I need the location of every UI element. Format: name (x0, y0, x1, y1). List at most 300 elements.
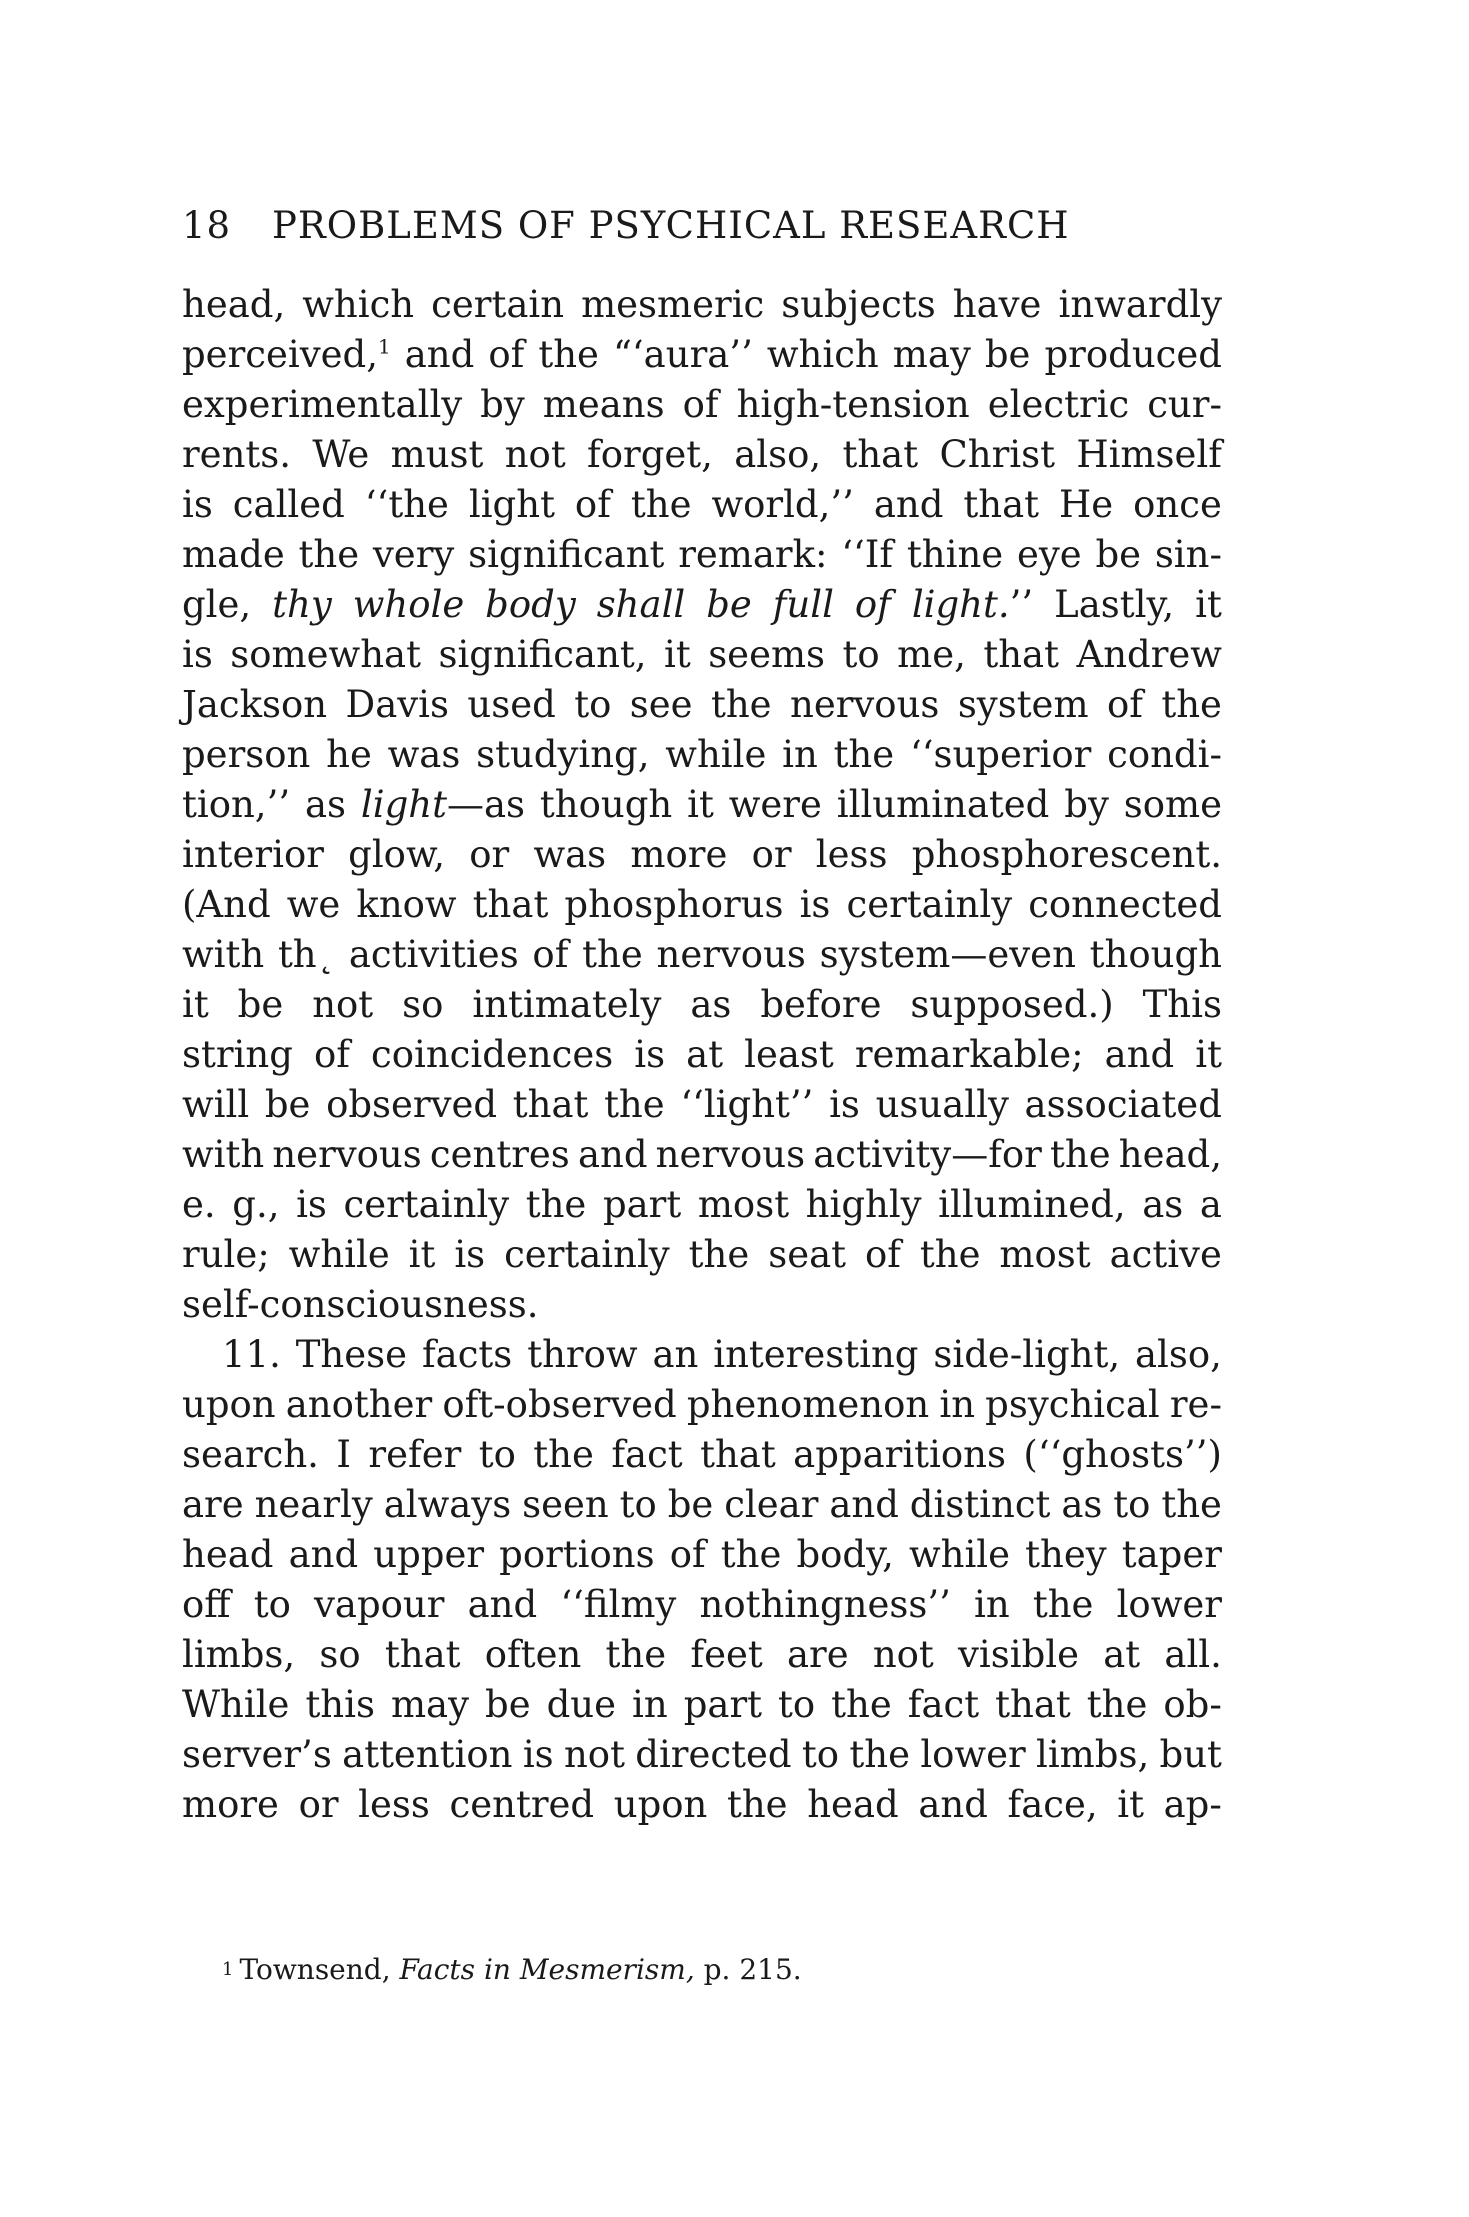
footnote-locator: p. 215. (703, 1953, 802, 1986)
word: head (182, 1533, 274, 1576)
word: interesting (713, 1333, 919, 1376)
text-line (182, 480, 1222, 530)
word: very (372, 533, 455, 576)
word: and (404, 333, 475, 376)
page-number: 18 (182, 204, 232, 247)
word: more (182, 1783, 279, 1826)
word: We (312, 433, 370, 476)
word: once (1133, 483, 1222, 526)
word: significant, (438, 633, 647, 676)
text-line (182, 330, 1222, 380)
word: it (1195, 1033, 1222, 1076)
word: is (522, 1733, 554, 1776)
word: at (686, 1033, 724, 1076)
word: mesmeric (581, 283, 765, 326)
word: by (1064, 783, 1109, 826)
word (485, 580, 576, 630)
word: be (984, 333, 1031, 376)
word: the (919, 1233, 981, 1276)
word (597, 580, 686, 630)
word: it (664, 633, 691, 676)
footnote-reference: 1 (377, 334, 391, 359)
word: they (1025, 1533, 1107, 1576)
word: centres (429, 1133, 570, 1176)
word: the (538, 333, 599, 376)
word: nearly (254, 1483, 373, 1526)
word: body, (796, 1533, 894, 1576)
word: an (652, 1333, 699, 1376)
word: to (778, 1683, 816, 1726)
word: connected (1028, 883, 1222, 926)
word: it (408, 1233, 436, 1276)
word: is (182, 633, 213, 676)
word: most (999, 1233, 1091, 1276)
text-line (182, 930, 1222, 980)
word: head, (182, 283, 286, 326)
word: that (983, 633, 1059, 676)
word: is (182, 483, 213, 526)
word: Andrew (1076, 633, 1222, 676)
word: search. (182, 1433, 319, 1476)
word: This (1142, 983, 1222, 1026)
word: is (454, 1233, 486, 1276)
word: the (582, 933, 643, 976)
word: Christ (939, 433, 1055, 476)
text-line (182, 1230, 1222, 1280)
word: thine (906, 533, 1004, 576)
word: side-light, (933, 1333, 1121, 1376)
word: that (384, 1633, 461, 1676)
word: be (237, 983, 284, 1026)
text-line (182, 430, 1222, 480)
word: the (533, 1433, 594, 1476)
word: in (974, 1583, 1010, 1626)
word: the (688, 1233, 750, 1276)
word: ‘‘filmy (560, 1583, 677, 1626)
word: remarkable; (854, 1033, 1084, 1076)
emphasis: body (485, 583, 576, 626)
word: made (182, 533, 285, 576)
emphasis: whole (352, 583, 465, 626)
word: not (563, 1733, 625, 1776)
text-line (182, 1130, 1222, 1180)
word: phenomenon (686, 1383, 930, 1426)
word: part (683, 1683, 763, 1726)
word: always (383, 1483, 512, 1526)
text-line (182, 1630, 1222, 1680)
word: of (488, 333, 525, 376)
word: I (336, 1433, 351, 1476)
word: most (697, 1183, 790, 1226)
word: is (829, 1083, 860, 1126)
emphasis: be (706, 583, 752, 626)
word: with (182, 1133, 265, 1176)
text-line (182, 830, 1222, 880)
word: usually (875, 1083, 1009, 1126)
word: and (918, 1783, 988, 1826)
word: and (288, 1533, 359, 1576)
word (353, 580, 465, 630)
word: associated (1024, 1083, 1222, 1126)
word: e. (182, 1183, 216, 1226)
text-line (182, 530, 1222, 580)
word: to (619, 1483, 657, 1526)
word: or (298, 1783, 339, 1826)
word: perceived,$^1$ (182, 333, 391, 376)
word: g., (232, 1183, 280, 1226)
word: These (295, 1333, 408, 1376)
word: apparitions (793, 1433, 1006, 1476)
text-line (182, 1080, 1222, 1130)
word: remark: (678, 533, 828, 576)
word: high-tension (736, 383, 970, 426)
word: is (799, 883, 831, 926)
word: and (577, 1133, 648, 1176)
body-text (182, 280, 1222, 1830)
word: ‘‘If (841, 533, 894, 576)
text-line (182, 1680, 1222, 1730)
word: interior (182, 833, 324, 876)
word: is (296, 1183, 327, 1226)
word: self-consciousness. (182, 1283, 539, 1326)
word: so (319, 1633, 361, 1676)
word (272, 580, 332, 630)
word: that (842, 433, 919, 476)
word: tion,’’ (182, 783, 291, 826)
word: but (1159, 1733, 1222, 1776)
word: nervous (272, 1133, 422, 1176)
word: lower (1116, 1583, 1222, 1626)
word: attention (342, 1733, 513, 1776)
text-line (182, 780, 1222, 830)
word: that (700, 1433, 776, 1476)
word: are (786, 1633, 849, 1676)
word: server’s (182, 1733, 332, 1776)
word: significant (468, 533, 665, 576)
word: vapour (314, 1583, 445, 1626)
word: more (630, 833, 728, 876)
word: Lastly, (1054, 583, 1175, 626)
word: all. (1164, 1633, 1222, 1676)
word: the (831, 1683, 892, 1726)
word (855, 580, 891, 630)
word: to (478, 1433, 516, 1476)
word: though (539, 783, 673, 826)
word: head, (1118, 1133, 1222, 1176)
word: off (182, 1583, 231, 1626)
word: person (182, 733, 311, 776)
word: not (504, 433, 566, 476)
word: it (182, 983, 209, 1026)
word: we (286, 883, 341, 926)
word: the (726, 1783, 788, 1826)
word: glow, (348, 833, 445, 876)
word: in (939, 1383, 976, 1426)
word: observed (326, 1083, 498, 1126)
word: the (1050, 1133, 1111, 1176)
word: to (1113, 1483, 1151, 1526)
word: (And (182, 883, 271, 926)
word: head (807, 1783, 899, 1826)
word: nervous (789, 683, 940, 726)
word: active (1109, 1233, 1222, 1276)
word: part (602, 1183, 682, 1226)
footnote-author: Townsend, (239, 1953, 391, 1986)
word: string (182, 1033, 293, 1076)
word: subjects (781, 283, 936, 326)
word: rule; (182, 1233, 270, 1276)
text-line (182, 880, 1222, 930)
word: light (468, 483, 555, 526)
word: not (872, 1633, 934, 1676)
word: and (873, 483, 944, 526)
word: distinct (909, 1483, 1051, 1526)
word: be (485, 1683, 531, 1726)
word: nervous (656, 933, 806, 976)
emphasis: light (360, 783, 447, 826)
word: which (302, 283, 415, 326)
word: me, (897, 633, 966, 676)
word: while (665, 733, 767, 776)
text-line (182, 280, 1222, 330)
word: as (1142, 1183, 1184, 1226)
word: in (632, 1683, 668, 1726)
word: activities (348, 933, 519, 976)
word: gle, (182, 583, 252, 626)
text-line (182, 1180, 1222, 1230)
word: less (815, 833, 888, 876)
word: 11. (222, 1333, 281, 1376)
word: of (669, 1533, 706, 1576)
word: see (629, 683, 693, 726)
word: light—as (360, 783, 526, 826)
text-line (182, 580, 1222, 630)
word: of (682, 383, 719, 426)
text-line (182, 380, 1222, 430)
word: of (864, 1233, 901, 1276)
word: was (387, 733, 461, 776)
emphasis: of (854, 583, 891, 626)
word: eye (1016, 533, 1082, 576)
word: system—even (819, 933, 1076, 976)
word: of (1106, 683, 1143, 726)
word: while (288, 1233, 390, 1276)
word: used (467, 683, 556, 726)
emphasis: light. (911, 583, 1010, 626)
word: ‘‘the (364, 483, 449, 526)
word: supposed.) (910, 983, 1114, 1026)
word: be (264, 1083, 311, 1126)
word: ‘‘light’’ (680, 1083, 814, 1126)
text-line (182, 1030, 1222, 1080)
word: or (751, 833, 792, 876)
word: Jackson (182, 683, 328, 726)
text-line (182, 1730, 1222, 1780)
word: “‘aura’’ (613, 333, 753, 376)
word: clear (724, 1483, 819, 1526)
running-title: PROBLEMS OF PSYCHICAL RESEARCH (272, 204, 1070, 247)
word: illuminated (836, 783, 1050, 826)
word: fact (611, 1433, 683, 1476)
word: world,’’ (711, 483, 854, 526)
word: before (760, 983, 882, 1026)
word: it (1117, 1783, 1144, 1826)
word: the (604, 1083, 665, 1126)
word: as (304, 783, 347, 826)
text-line (182, 630, 1222, 680)
word: certain (431, 283, 565, 326)
word: the (710, 683, 772, 726)
text-line (182, 1430, 1222, 1480)
text-line (182, 980, 1222, 1030)
running-header (182, 196, 1222, 256)
word: upper (373, 1533, 485, 1576)
word: limbs, (182, 1633, 296, 1676)
word: less (358, 1783, 430, 1826)
word: another (285, 1383, 433, 1426)
word: psychical (985, 1383, 1160, 1426)
word: light.’’ (911, 583, 1034, 626)
word: cur- (1147, 383, 1222, 426)
word: oft-observed (442, 1383, 677, 1426)
word: it (687, 783, 714, 826)
word: nervous (655, 1133, 806, 1176)
word: may (390, 1683, 470, 1726)
word: though (1089, 933, 1222, 976)
word: the (1161, 683, 1222, 726)
word: the (605, 1633, 667, 1676)
word: to (801, 1733, 840, 1776)
word (773, 580, 834, 630)
text-line (182, 680, 1222, 730)
word: may (892, 333, 971, 376)
word: intimately (472, 983, 662, 1026)
word: or (469, 833, 510, 876)
word: somewhat (230, 633, 421, 676)
word: (‘‘ghosts’’) (1023, 1433, 1222, 1476)
text-line (182, 1580, 1222, 1630)
word: often (484, 1633, 582, 1676)
word: upon (182, 1383, 276, 1426)
word: to (842, 633, 880, 676)
text-line (182, 1780, 1222, 1830)
emphasis: full (772, 583, 834, 626)
word: to (253, 1583, 291, 1626)
word: are (182, 1483, 244, 1526)
word: He (1059, 483, 1114, 526)
word: rents. (182, 433, 292, 476)
word: of (532, 933, 569, 976)
word: and (1104, 1033, 1175, 1076)
word: certainly (504, 1233, 670, 1276)
word: the (298, 533, 360, 576)
footnote-marker: 1 (222, 1959, 234, 1980)
word: the (1032, 1583, 1094, 1626)
word: face, (1007, 1783, 1098, 1826)
word: Davis (345, 683, 449, 726)
word: of (313, 1033, 350, 1076)
word: re- (1169, 1383, 1222, 1426)
text-line (182, 1480, 1222, 1530)
word: throw (527, 1333, 638, 1376)
word: sin- (1154, 533, 1222, 576)
word: least (744, 1033, 834, 1076)
word: system (957, 683, 1089, 726)
word: ob- (1163, 1683, 1222, 1726)
word: seems (708, 633, 826, 676)
word: that (512, 1083, 589, 1126)
word: Himself (1076, 433, 1222, 476)
word: at (1103, 1633, 1141, 1676)
word: electric (987, 383, 1130, 426)
word: that (472, 883, 549, 926)
word: was (533, 833, 607, 876)
word: be (667, 1483, 714, 1526)
word: the (525, 1183, 587, 1226)
word: fact (907, 1683, 980, 1726)
word: with (182, 933, 265, 976)
word: that (963, 483, 1040, 526)
word: he (326, 733, 372, 776)
word: in (782, 733, 818, 776)
word: th˛ (277, 933, 336, 976)
word: the (1161, 1483, 1222, 1526)
text-line (182, 1530, 1222, 1580)
word: taper (1121, 1533, 1222, 1576)
word: studying, (476, 733, 650, 776)
word: so (402, 983, 444, 1026)
word: and (829, 1483, 899, 1526)
word: to (574, 683, 612, 726)
word: which (766, 333, 879, 376)
word: called (232, 483, 345, 526)
word: means (542, 383, 665, 426)
word: visible (958, 1633, 1080, 1676)
text-line (182, 1330, 1222, 1380)
word: lower (920, 1733, 1026, 1776)
text-line (182, 1380, 1222, 1430)
word: while (908, 1533, 1011, 1576)
word: portions (499, 1533, 655, 1576)
word: must (390, 433, 484, 476)
word: by (480, 383, 525, 426)
word: illumined, (938, 1183, 1126, 1226)
word: feet (690, 1633, 763, 1676)
word: seat (768, 1233, 847, 1276)
word (706, 580, 752, 630)
word: ap- (1163, 1783, 1222, 1826)
word: this (305, 1683, 375, 1726)
word: know (356, 883, 457, 926)
word: seen (522, 1483, 609, 1526)
word: produced (1044, 333, 1222, 376)
word: coincidences (370, 1033, 614, 1076)
word: the (1086, 1683, 1148, 1726)
word: inwardly (1058, 283, 1222, 326)
word: as (690, 983, 732, 1026)
word: forget, (587, 433, 713, 476)
word: due (546, 1683, 617, 1726)
footnote (222, 1950, 1222, 1990)
word: highly (805, 1183, 922, 1226)
word: some (1123, 783, 1222, 826)
word: were (728, 783, 822, 826)
word: the (630, 483, 692, 526)
word: phosphorus (564, 883, 784, 926)
word: the (849, 1733, 910, 1776)
word: While (182, 1683, 290, 1726)
word: is (634, 1033, 666, 1076)
